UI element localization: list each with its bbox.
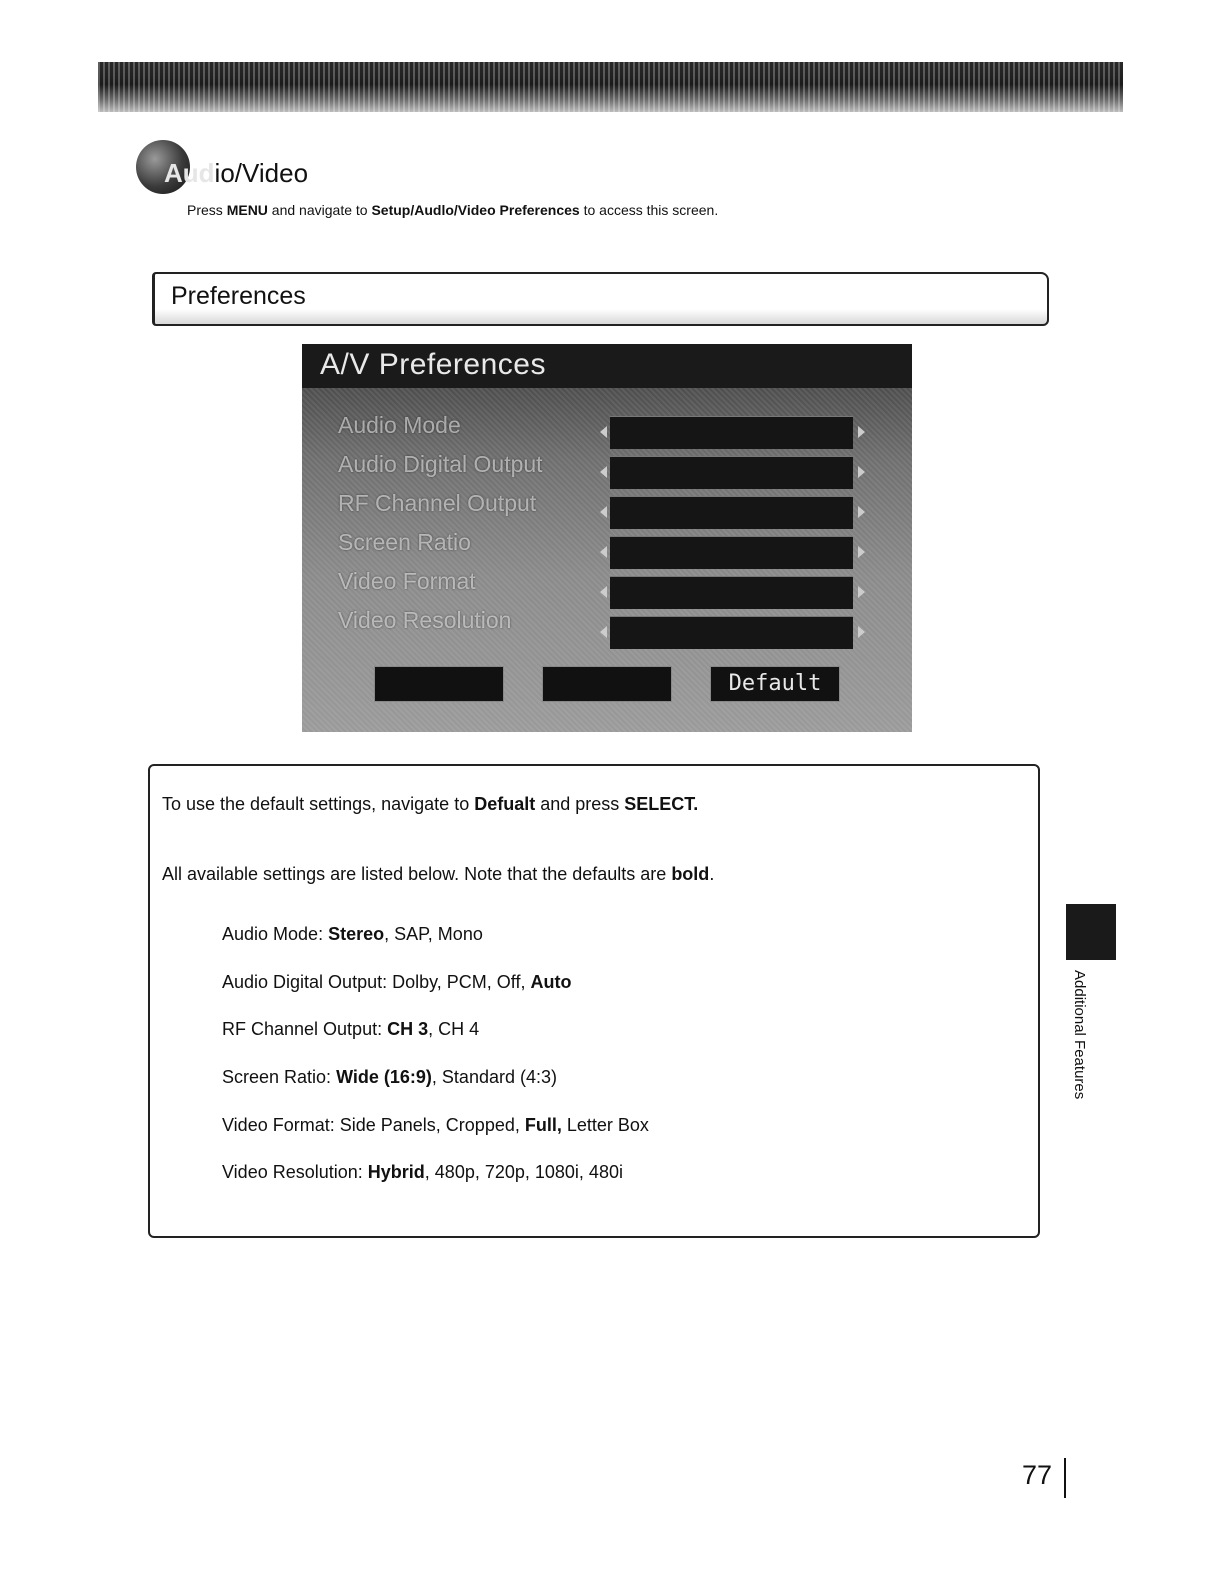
settings-info-box bbox=[148, 764, 1040, 1238]
side-tab-marker bbox=[1066, 904, 1116, 960]
arrow-left-icon[interactable] bbox=[600, 506, 607, 518]
arrow-left-icon[interactable] bbox=[600, 586, 607, 598]
heading-text: Audio/Video bbox=[164, 158, 309, 188]
preferences-title: Preferences bbox=[171, 282, 306, 310]
screen-title: A/V Preferences bbox=[320, 348, 546, 381]
setting-audio-digital-output: Audio Digital Output: Dolby, PCM, Off, Auto bbox=[222, 972, 572, 992]
screen-ratio-value-field[interactable] bbox=[610, 536, 853, 569]
screen-title-bar bbox=[302, 344, 912, 388]
arrow-right-icon[interactable] bbox=[858, 626, 865, 638]
page-number-rule bbox=[1064, 1458, 1066, 1498]
value-column bbox=[610, 416, 855, 656]
menu-item-audio-digital-output[interactable]: Audio Digital Output bbox=[338, 451, 543, 477]
audio-digital-output-value-field[interactable] bbox=[610, 456, 853, 489]
menu-item-audio-mode[interactable]: Audio Mode bbox=[338, 412, 461, 438]
default-button[interactable]: Default bbox=[710, 666, 840, 702]
top-header-band bbox=[98, 62, 1123, 112]
screen-button-2[interactable] bbox=[542, 666, 672, 702]
menu-item-rf-channel-output[interactable]: RF Channel Output bbox=[338, 490, 537, 516]
arrow-left-icon[interactable] bbox=[600, 466, 607, 478]
setting-rf-channel-output: RF Channel Output: CH 3, CH 4 bbox=[222, 1019, 480, 1039]
arrow-right-icon[interactable] bbox=[858, 506, 865, 518]
setting-audio-mode: Audio Mode: Stereo, SAP, Mono bbox=[222, 924, 483, 944]
arrow-left-icon[interactable] bbox=[600, 426, 607, 438]
side-section-label: Additional Features bbox=[1071, 970, 1088, 1100]
arrow-right-icon[interactable] bbox=[858, 466, 865, 478]
menu-item-screen-ratio[interactable]: Screen Ratio bbox=[338, 529, 471, 555]
default-instruction: To use the default settings, navigate to Defualt and press SELECT. bbox=[162, 794, 699, 814]
menu-list bbox=[338, 406, 598, 640]
arrow-right-icon[interactable] bbox=[858, 586, 865, 598]
screen-button-1[interactable] bbox=[374, 666, 504, 702]
settings-intro: All available settings are listed below. Note that the defaults are bold. bbox=[162, 864, 715, 884]
av-preferences-screen bbox=[302, 344, 912, 732]
setting-screen-ratio: Screen Ratio: Wide (16:9), Standard (4:3) bbox=[222, 1067, 557, 1087]
arrow-left-icon[interactable] bbox=[600, 626, 607, 638]
rf-channel-output-value-field[interactable] bbox=[610, 496, 853, 529]
video-resolution-value-field[interactable] bbox=[610, 616, 853, 649]
video-format-value-field[interactable] bbox=[610, 576, 853, 609]
arrow-right-icon[interactable] bbox=[858, 426, 865, 438]
setting-video-resolution: Video Resolution: Hybrid, 480p, 720p, 1080i, 480i bbox=[222, 1162, 623, 1182]
arrow-right-icon[interactable] bbox=[858, 546, 865, 558]
audio-mode-value-field[interactable] bbox=[610, 416, 853, 449]
menu-item-video-resolution[interactable]: Video Resolution bbox=[338, 607, 512, 633]
setting-video-format: Video Format: Side Panels, Cropped, Full, Letter Box bbox=[222, 1115, 649, 1135]
menu-item-video-format[interactable]: Video Format bbox=[338, 568, 476, 594]
preferences-section-header bbox=[152, 272, 1049, 326]
arrow-left-icon[interactable] bbox=[600, 546, 607, 558]
page-number: 77 bbox=[1022, 1460, 1053, 1490]
intro-paragraph: Press MENU and navigate to Setup/Audlo/Video Preferences to access this screen. bbox=[187, 202, 719, 218]
